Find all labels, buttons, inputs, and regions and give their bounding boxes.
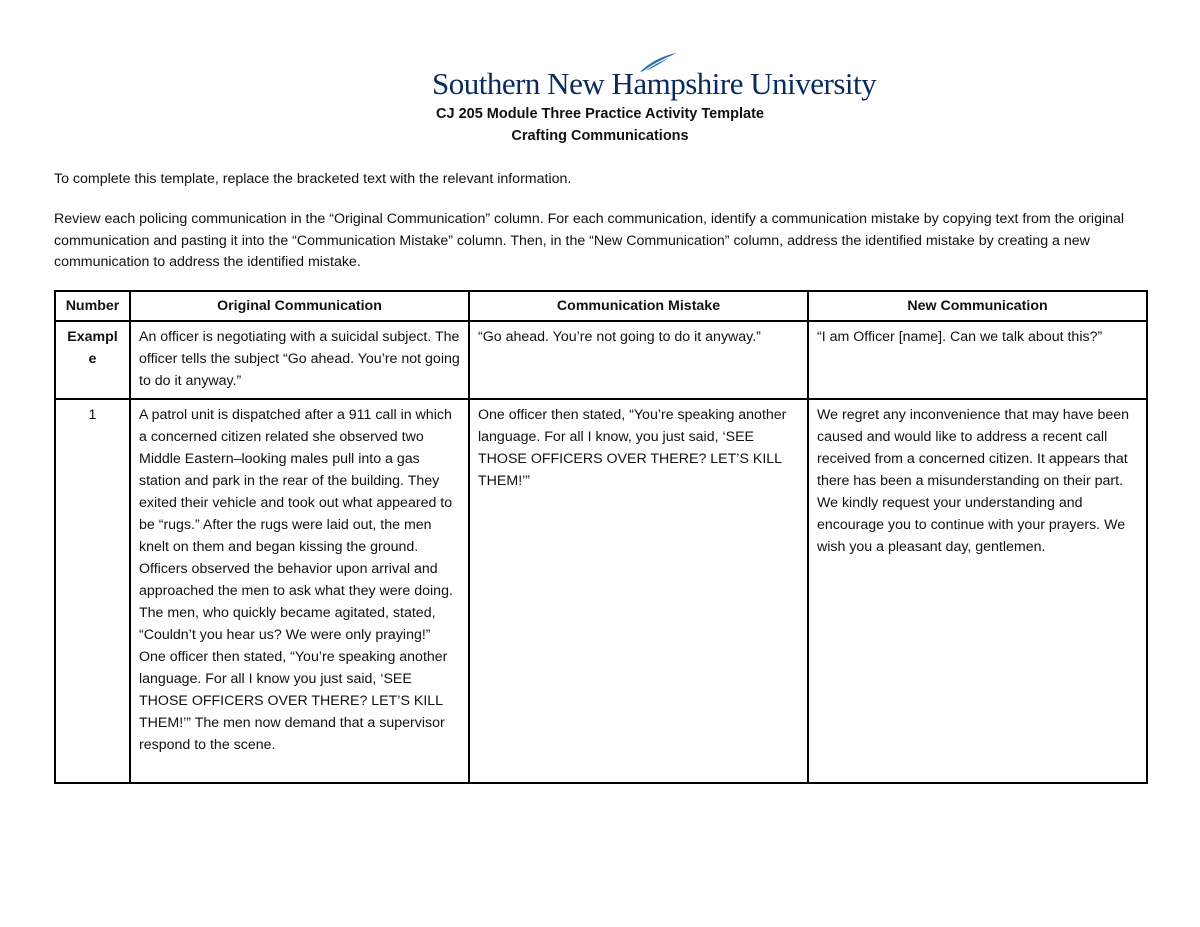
instruction-line-1: To complete this template, replace the bracketed text with the relevant information. bbox=[54, 171, 572, 187]
new-communication-cell[interactable]: “I am Officer [name]. Can we talk about this?” bbox=[808, 321, 1147, 399]
row-number: 1 bbox=[55, 399, 130, 783]
table-row bbox=[55, 321, 1147, 399]
row-number: Exampl e bbox=[55, 321, 130, 399]
page-title: CJ 205 Module Three Practice Activity Template bbox=[436, 106, 764, 122]
table-row bbox=[55, 399, 1147, 783]
table-header-row bbox=[55, 291, 1147, 321]
quill-icon bbox=[638, 52, 678, 74]
communication-mistake-cell[interactable]: One officer then stated, “You’re speaking another language. For all I know, you just said, ‘SEE THOSE OFFICERS OVER THERE? LET’S KILL THEM!’” bbox=[469, 399, 808, 783]
communication-mistake-cell[interactable]: “Go ahead. You’re not going to do it anyway.” bbox=[469, 321, 808, 399]
logo-wordmark: Southern New Hampshire University bbox=[432, 66, 877, 101]
instruction-line-2: Review each policing communication in the “Original Communication” column. For each communication, identify a communication mistake by copying text from the original communication and pasting it into the “Communication Mistake” column. Then, in the “New Communication” column, address the identified mistake by creating a new communication to address the identified mistake. bbox=[54, 211, 1125, 270]
header-number: Number bbox=[55, 291, 130, 321]
communications-table bbox=[54, 290, 1148, 784]
original-communication-cell[interactable]: A patrol unit is dispatched after a 911 call in which a concerned citizen related she observed two Middle Eastern–looking males pull into a gas station and park in the rear of the building. They exited their vehicle and took out what appeared to be “rugs.” After the rugs were laid out, the men knelt on them and began kissing the ground. Officers observed the behavior upon arrival and approached the men to ask what they were doing. The men, who quickly became agitated, stated, “Couldn’t you hear us? We were only praying!” One officer then stated, “You’re speaking another language. For all I know you just said, ‘SEE THOSE OFFICERS OVER THERE? LET’S KILL THEM!’” The men now demand that a supervisor respond to the scene. bbox=[130, 399, 469, 783]
university-logo bbox=[432, 52, 877, 102]
page-subtitle: Crafting Communications bbox=[511, 128, 689, 144]
new-communication-cell[interactable]: We regret any inconvenience that may have been caused and would like to address a recent call received from a concerned citizen. It appears that there has been a misunderstanding on their part. We kindly request your understanding and encourage you to continue with your prayers. We wish you a pleasant day, gentlemen. bbox=[808, 399, 1147, 783]
header-new: New Communication bbox=[808, 291, 1147, 321]
header-original: Original Communication bbox=[130, 291, 469, 321]
original-communication-cell[interactable]: An officer is negotiating with a suicidal subject. The officer tells the subject “Go ahead. You’re not going to do it anyway.” bbox=[130, 321, 469, 399]
header-mistake: Communication Mistake bbox=[469, 291, 808, 321]
